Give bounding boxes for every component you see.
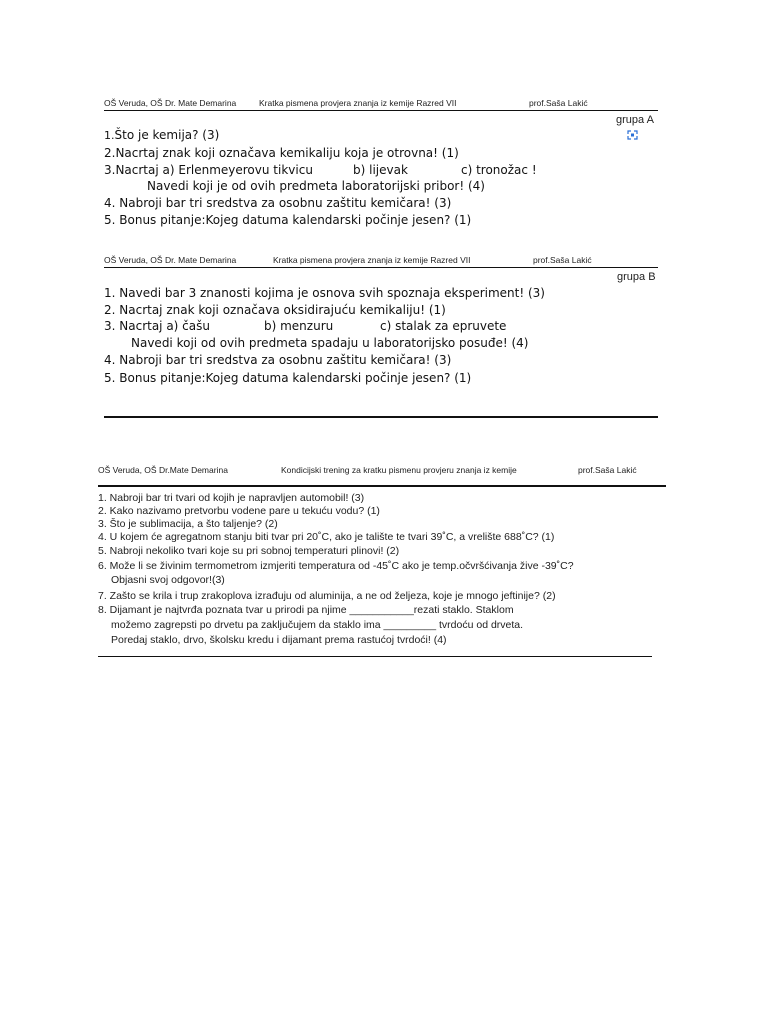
- question-4: 4. U kojem će agregatnom stanju biti tvar pri 20˚C, ako je talište te tvari 39˚C, a vrelište 688˚C? (1): [98, 531, 555, 543]
- header-teacher: prof.Saša Lakić: [529, 98, 588, 108]
- question-2: 2. Kako nazivamo pretvorbu vodene pare u tekuću vodu? (1): [98, 505, 380, 517]
- header-rule: [98, 485, 666, 487]
- question-3: [104, 162, 313, 179]
- section-divider: [104, 416, 658, 418]
- question-5: 5. Bonus pitanje:Kojeg datuma kalendarski počinje jesen? (1): [104, 371, 472, 385]
- question-3-continuation: Navedi koji je od ovih predmeta laboratorijski pribor! (4): [147, 179, 485, 193]
- header-rule: [104, 110, 658, 111]
- question-5: 5. Bonus pitanje:Kojeg datuma kalendarski počinje jesen? (1): [104, 213, 472, 227]
- question-1: [104, 127, 219, 144]
- question-6-continuation: Objasni svoj odgovor!(3): [111, 574, 225, 586]
- question-number: 1.: [104, 129, 115, 142]
- question-8: 8. Dijamant je najtvrđa poznata tvar u prirodi pa njime ___________rezati staklo. Staklom: [98, 604, 514, 616]
- header-title: Kratka pismena provjera znanja iz kemije Razred VII: [259, 98, 457, 108]
- header-schools: OŠ Veruda, OŠ Dr.Mate Demarina: [98, 465, 228, 475]
- question-1: 1. Nabroji bar tri tvari od kojih je napravljen automobil! (3): [98, 492, 365, 504]
- question-4: 4. Nabroji bar tri sredstva za osobnu zaštitu kemičara! (3): [104, 196, 452, 210]
- question-3-option-b: b) lijevak: [353, 163, 408, 177]
- question-2: 2. Nacrtaj znak koji označava oksidirajuću kemikaliju! (1): [104, 303, 446, 317]
- question-1: 1. Navedi bar 3 znanosti kojima je osnova svih spoznaja eksperiment! (3): [104, 286, 545, 300]
- group-label: grupa A: [616, 114, 654, 126]
- group-label: grupa B: [617, 271, 656, 283]
- header-title: Kondicijski trening za kratku pismenu provjeru znanja iz kemije: [281, 465, 517, 475]
- header-teacher: prof.Saša Lakić: [578, 465, 637, 475]
- header-schools: OŠ Veruda, OŠ Dr. Mate Demarina: [104, 98, 237, 108]
- header-teacher: prof.Saša Lakić: [533, 255, 592, 265]
- question-3-option-b: b) menzuru: [264, 319, 334, 333]
- question-8-continuation: možemo zagrepsti po drvetu pa zaključujem da staklo ima _________ tvrdoću od drveta.: [111, 619, 524, 631]
- question-3: 3. Što je sublimacija, a što taljenje? (2): [98, 518, 278, 530]
- question-4: 4. Nabroji bar tri sredstva za osobnu zaštitu kemičara! (3): [104, 353, 452, 367]
- question-text: Što je kemija? (3): [114, 128, 220, 142]
- question-5: 5. Nabroji nekoliko tvari koje su pri sobnoj temperaturi plinovi! (2): [98, 545, 400, 557]
- header-title: Kratka pismena provjera znanja iz kemije Razred VII: [273, 255, 471, 265]
- question-3-lead: 3.Nacrtaj a) Erlenmeyerovu tikvicu: [104, 163, 313, 177]
- expand-icon[interactable]: [627, 125, 638, 135]
- bottom-rule: [98, 656, 652, 657]
- question-2: 2.Nacrtaj znak koji označava kemikaliju koja je otrovna! (1): [104, 146, 459, 160]
- question-7: 7. Zašto se krila i trup zrakoplova izrađuju od aluminija, a ne od željeza, koje je mnogo jeftinije? (2): [98, 590, 556, 602]
- question-3-option-c: c) tronožac !: [461, 163, 537, 177]
- question-6: 6. Može li se živinim termometrom izmjeriti temperatura od -45˚C ako je temp.očvršćivanja žive -39˚C?: [98, 560, 574, 572]
- question-3-option-c: c) stalak za epruvete: [380, 319, 507, 333]
- question-3-lead: 3. Nacrtaj a) čašu: [104, 319, 210, 333]
- question-3-continuation: Navedi koji od ovih predmeta spadaju u laboratorijsko posuđe! (4): [131, 336, 529, 350]
- header-schools: OŠ Veruda, OŠ Dr. Mate Demarina: [104, 255, 237, 265]
- section-c-header: [98, 465, 668, 479]
- header-rule: [104, 267, 658, 268]
- question-8-continuation: Poredaj staklo, drvo, školsku kredu i dijamant prema rastućoj tvrdoći! (4): [111, 634, 447, 646]
